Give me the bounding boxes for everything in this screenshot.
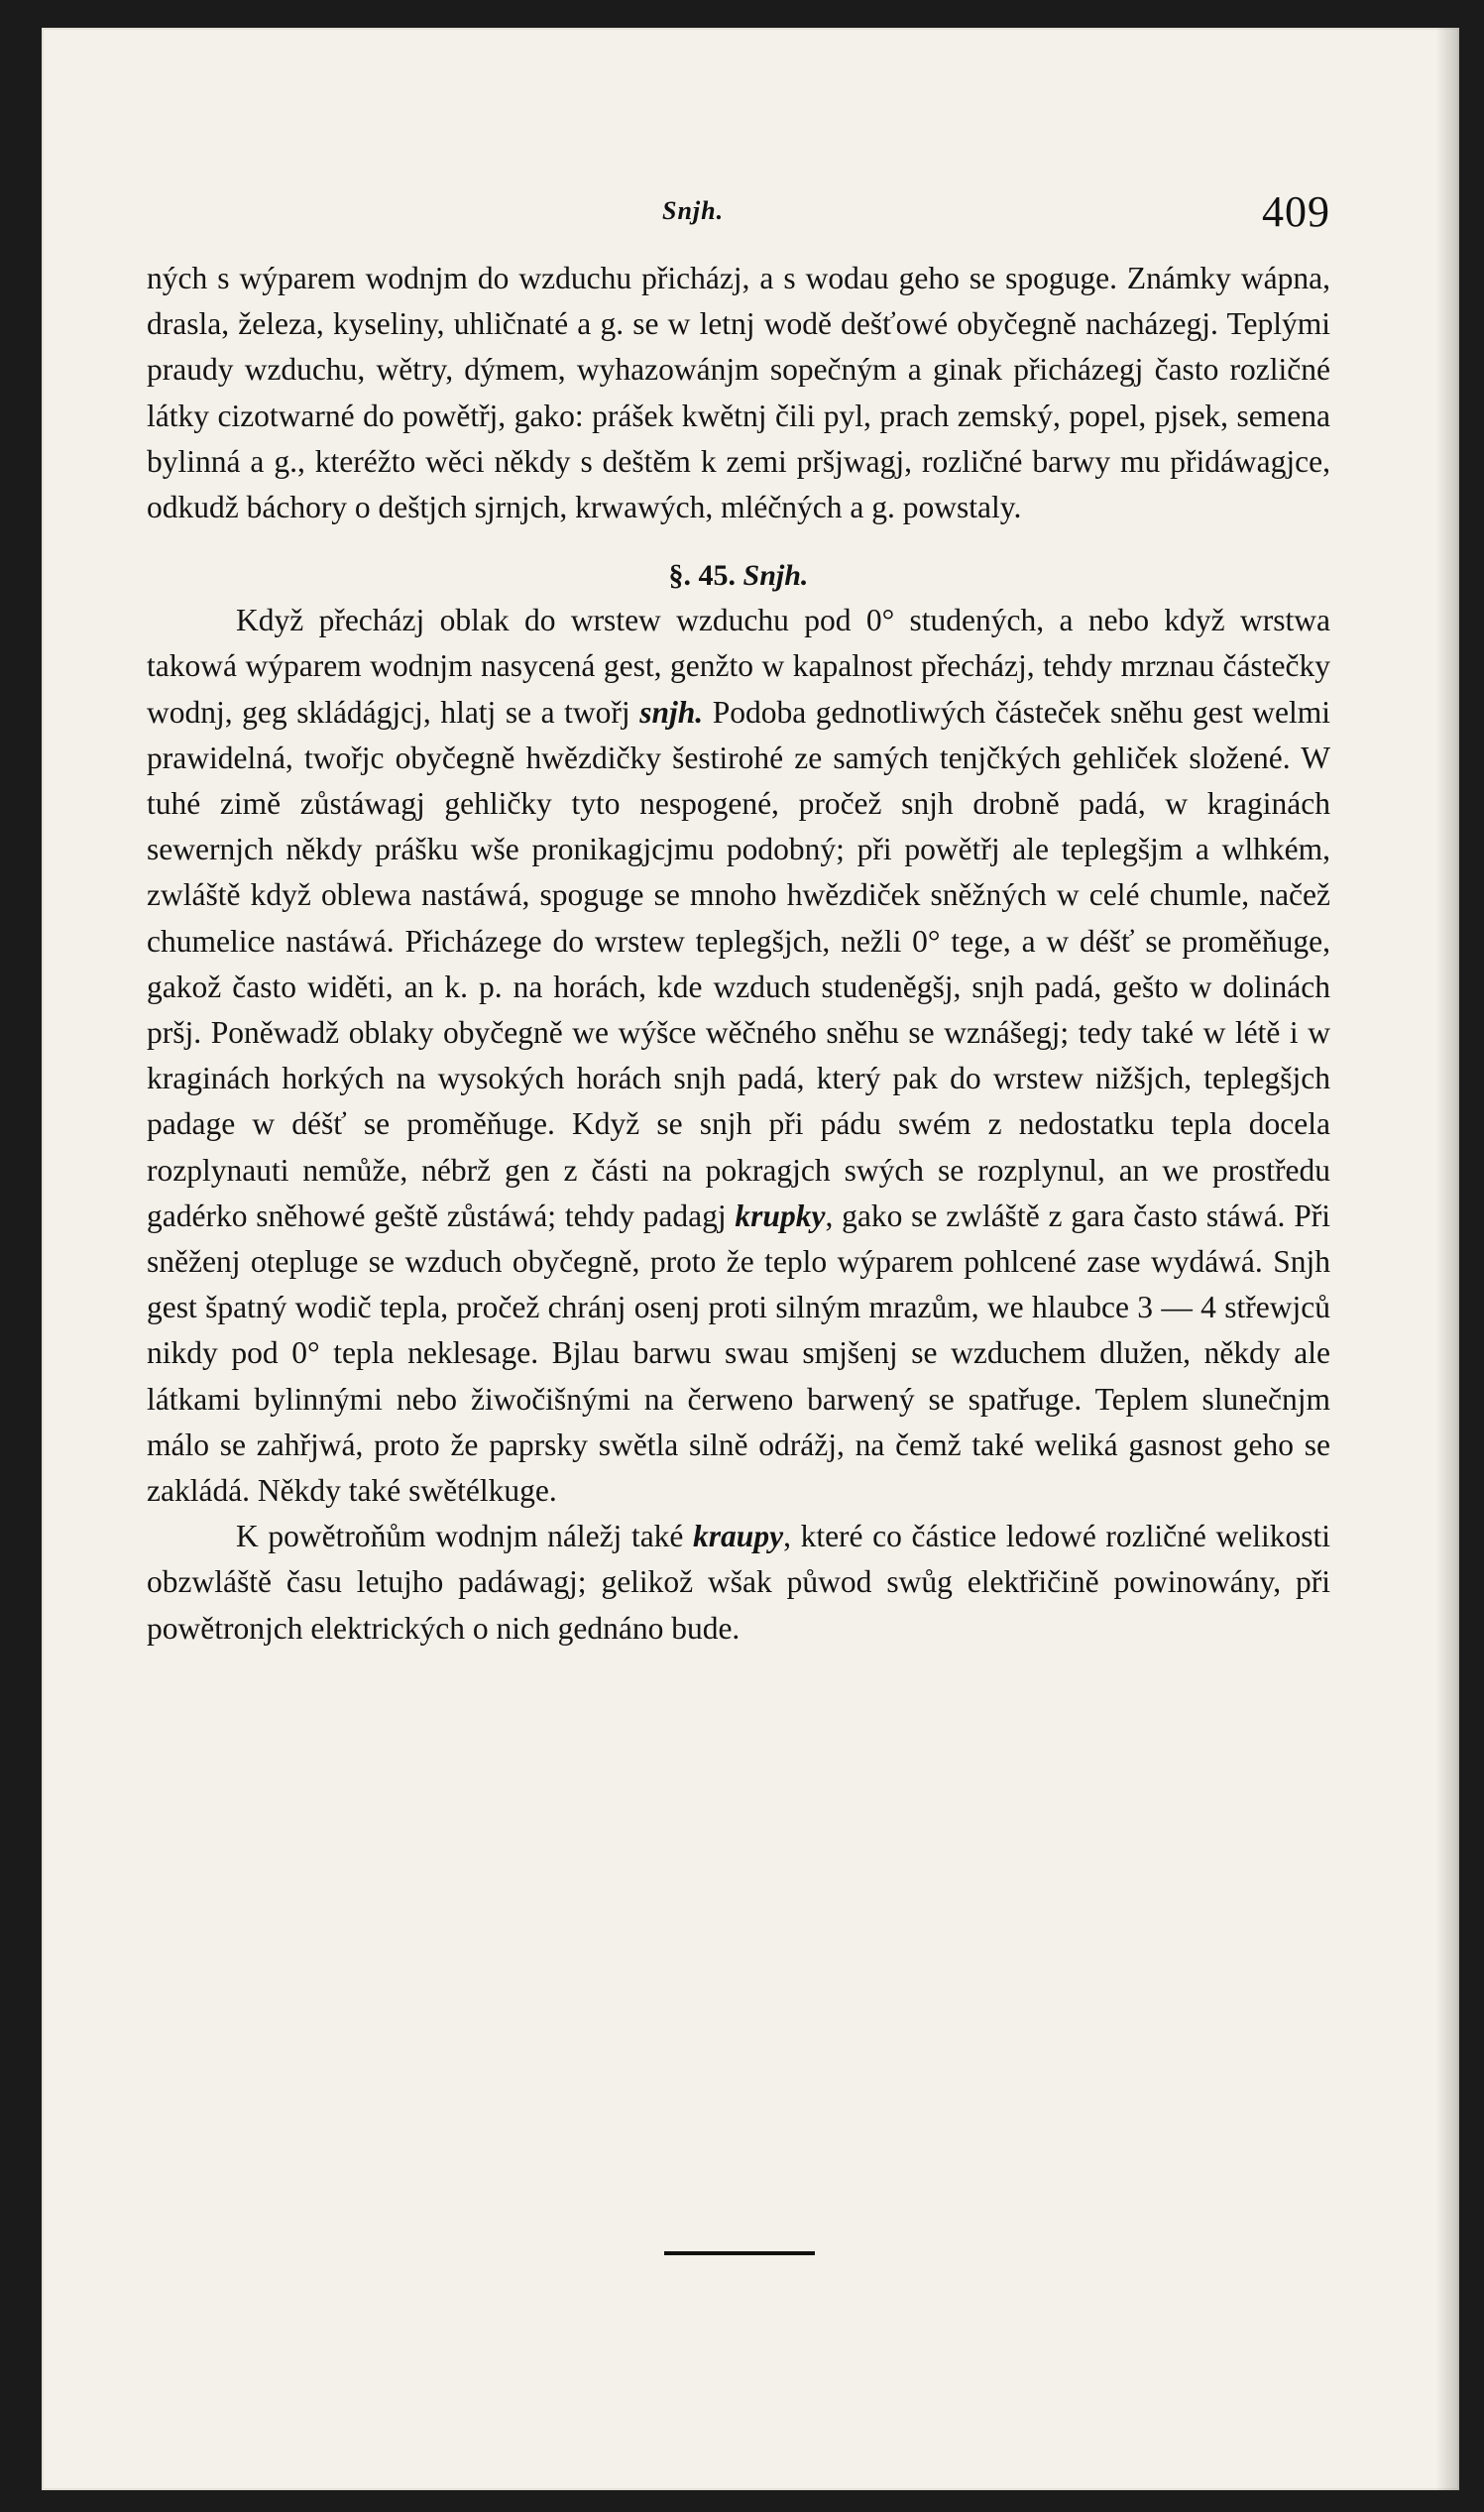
emphasis-krupky: krupky [735,1198,826,1233]
page-number: 409 [1262,187,1330,236]
section-heading [147,558,1330,594]
closing-rule [664,2251,815,2255]
section-title: Snjh. [742,559,809,593]
paragraph-snow [147,598,1330,1514]
body-text [147,256,1330,1652]
paragraph-continued: ných s wýparem wodnjm do wzduchu přicházj, a s wodau geho se spoguge. Známky wápna, drasla, železa, kyseliny, uhličnaté a g. se w letnj wodě dešťowé obyčegně nacházegj. Teplými praudy wzduchu, wětry, dýmem, wyhazowánjm sopečným a ginak přicházegj často rozličné látky cizotwarné do powětřj, gako: prášek kwětnj čili pyl, prach zemský, popel, pjsek, semena bylinná a g., kteréžto wěci někdy s deštěm k zemi pršjwagj, rozličné barwy mu přidáwagjce, odkudž báchory o deštjch sjrnjch, krwawých, mléčných a g. powstaly. [147,261,1330,525]
paragraph-text: Podoba gednotliwých částeček sněhu gest welmi prawidelná, twořjc obyčegně hwězdičky šestirohé ze samých tenjčkých gehliček složené. W tuhé zimě zůstáwagj gehličky tyto nespogené, pročež snjh drobně padá, w kraginách sewernjch někdy prášku wše pronikagjcjmu podobný; při powětřj ale teplegšjm a wlhkém, zwláště když oblewa nastáwá, spoguge se mnoho hwězdiček sněžných w celé chumle, načež chumelice nastáwá. Přicházege do wrstew teplegšjch, nežli 0° tege, a w déšť se proměňuge, gakož často widěti, an k. p. na horách, kde wzduch studeněgšj, snjh padá, gešto w dolinách pršj. Poněwadž oblaky obyčegně we wýšce wěčného sněhu se wznášegj; tedy také w létě i w kraginách horkých na wysokých horách snjh padá, který pak do wrstew nižšjch, teplegšjch padage w déšť se proměňuge. Když se snjh při pádu swém z nedostatku tepla docela rozplynauti nemůže, nébrž gen z části na pokragjch swých se rozplynul, an we prostředu gadérko sněhowé geště zůstáwá; tehdy padagj [147,694,1331,1233]
paragraph-text: Když přecházj oblak do wrstew wzduchu pod 0° studených, a nebo když wrstwa takowá wýparem wodnjm nasycená gest, genžto w kapalnost přecházj, tehdy mrznau částečky wodnj, geg skládágjcj, hlatj se a twořj [147,603,1330,730]
page-header [147,176,1330,236]
emphasis-kraupy: kraupy [693,1519,784,1554]
page-edge-shadow [1435,28,1459,2490]
section-number: §. 45. [668,559,737,593]
paragraph-text: K powětroňům wodnjm náležj také [236,1519,694,1554]
book-page [42,28,1459,2490]
emphasis-snjh: snjh. [639,694,704,730]
paragraph-text: , gako se zwláště z gara často stáwá. Při sněženj otepluge se wzduch obyčegně, proto že teplo wýparem pohlcené zase wydáwá. Snjh gest špatný wodič tepla, pročež chránj osenj proti silným mrazům, we hlaubce 3 — 4 střewjců nikdy pod 0° tepla neklesage. Bjlau barwu swau smjšenj se wzduchem dlužen, někdy ale látkami bylinnými nebo žiwočišnými na čerweno barwený se spatřuge. Teplem slunečnjm málo se zahřjwá, proto že paprsky swětla silně odrážj, na čemž také weliká gasnost geho se zakládá. Někdy také swětélkuge. [147,1198,1330,1509]
paragraph-text: , které co částice ledowé rozličné welikosti obzwláště času letujho padáwagj; gelikož wšak půwod swůg elektřičině powinowány, při powětronjch elektrických o nich gednáno bude. [147,1519,1330,1646]
paragraph-hail [147,1514,1330,1652]
running-title: Snjh. [662,196,725,225]
